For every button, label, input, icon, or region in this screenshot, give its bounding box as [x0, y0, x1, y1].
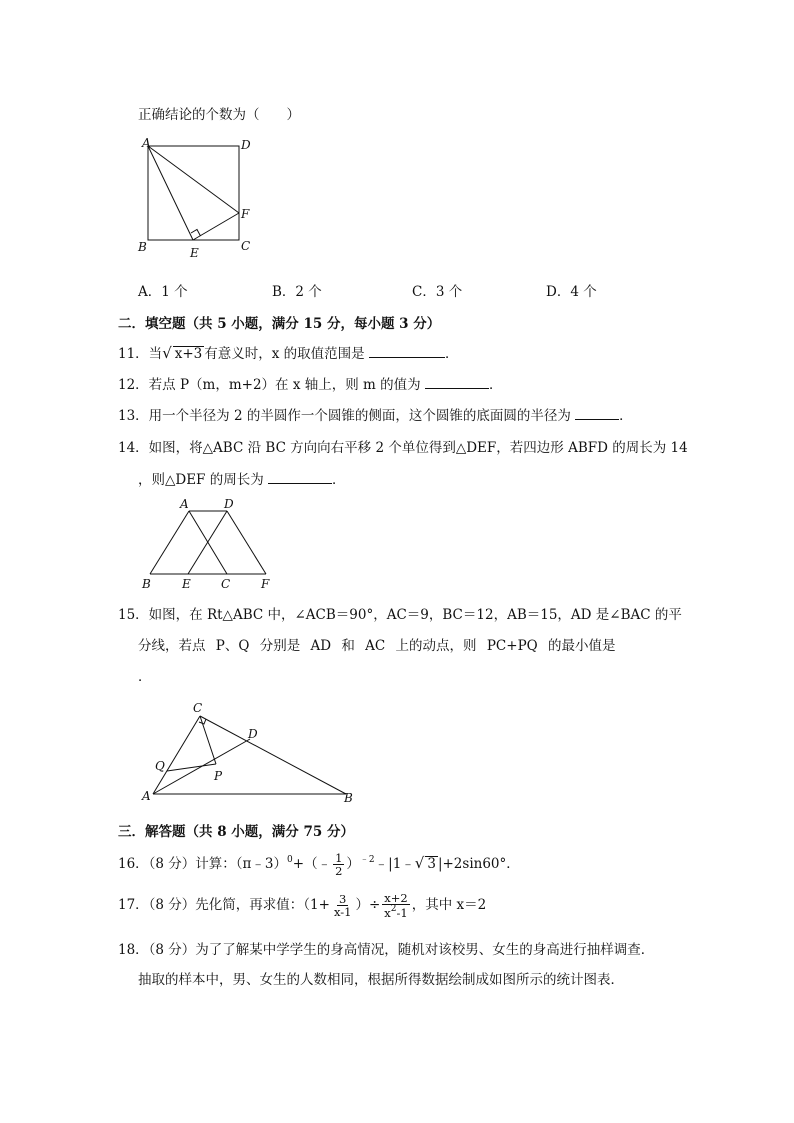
q13-end: ． — [619, 408, 633, 424]
q14-label-c: C — [221, 577, 231, 591]
q16-pre: 16．（8 分）计算：（π﹣3） — [118, 856, 288, 873]
question-15-line-3: ． — [138, 669, 152, 685]
q16-mid2: ） — [346, 856, 360, 873]
q10-label-a: A — [142, 136, 151, 150]
q10-option-a: A．1 个 — [138, 284, 188, 300]
q14-line2-text: ，则△DEF 的周长为 — [138, 472, 264, 488]
q17-f2-den-base: x — [384, 906, 391, 921]
q15-label-p: P — [214, 769, 223, 783]
q16-radicand: 3 — [427, 856, 436, 873]
q15-label-a: A — [142, 789, 151, 803]
q15-figure — [138, 698, 363, 810]
question-14-line-2 — [138, 468, 346, 488]
sqrt-sign: √ — [162, 344, 172, 362]
q14-label-a: A — [180, 497, 189, 511]
q16-frac-den: 2 — [335, 864, 343, 879]
q14-figure — [138, 496, 278, 592]
q17-f1-num: 3 — [339, 892, 347, 906]
q17-mid: ）÷ — [355, 897, 381, 914]
question-17 — [118, 892, 486, 919]
q10-option-b: B．2 个 — [272, 284, 322, 300]
q15-label-c: C — [193, 701, 203, 715]
q16-fraction — [333, 852, 344, 877]
q10-label-c: C — [241, 239, 251, 253]
q14-answer-blank[interactable] — [268, 471, 332, 484]
q16-mid3: ﹣|1﹣ — [374, 856, 415, 873]
q11-num: 11．当 — [118, 346, 163, 362]
q11-rest: 有意义时，x 的取值范围是 — [204, 346, 365, 362]
q10-label-f: F — [241, 207, 250, 221]
q14-end: ． — [332, 472, 346, 488]
q10-figure — [130, 132, 260, 262]
question-12 — [118, 373, 502, 393]
q14-label-b: B — [142, 577, 151, 591]
q16-exp-neg2: ﹣2 — [359, 855, 375, 866]
question-14-line-1: 14．如图，将△ABC 沿 BC 方向向右平移 2 个单位得到△DEF，若四边形 ABFD 的周长为 14 — [118, 440, 688, 456]
question-18-line-2: 抽取的样本中，男、女生的人数相同，根据所得数据绘制成如图所示的统计图表． — [138, 972, 624, 988]
question-15-line-1: 15．如图，在 Rt△ABC 中，∠ACB＝90°，AC＝9，BC＝12，AB＝15，AD 是∠BAC 的平 — [118, 607, 682, 623]
q10-label-d: D — [241, 138, 251, 152]
q17-f2-num: x+2 — [384, 891, 408, 905]
q15-label-b: B — [344, 791, 353, 805]
q14-label-e: E — [182, 577, 191, 591]
q17-post: ，其中 x＝2 — [411, 897, 487, 914]
q17-f2-den-rest: -1 — [396, 906, 408, 921]
question-16 — [118, 852, 520, 877]
q11-answer-blank[interactable] — [369, 345, 445, 358]
q11-radicand: x+3 — [174, 346, 203, 362]
q11-end: ． — [444, 346, 459, 362]
question-15-line-2: 分线，若点 P、Q 分别是 AD 和 AC 上的动点，则 PC+PQ 的最小值是 — [138, 638, 616, 654]
q15-label-q: Q — [155, 759, 165, 773]
q14-label-f: F — [261, 577, 270, 591]
section-2-title: 二．填空题（共 5 小题，满分 15 分，每小题 3 分） — [118, 316, 441, 332]
q13-text: 13．用一个半径为 2 的半圆作一个圆锥的侧面，这个圆锥的底面圆的半径为 — [118, 408, 571, 424]
q14-label-d: D — [224, 497, 234, 511]
q10-option-d: D．4 个 — [546, 284, 597, 300]
question-18-line-1: 18．（8 分）为了了解某中学学生的身高情况，随机对该校男、女生的身高进行抽样调查． — [118, 942, 655, 958]
q17-fraction-2 — [382, 892, 409, 919]
q12-answer-blank[interactable] — [425, 376, 489, 389]
q17-pre: 17．（8 分）先化简，再求值：（1+ — [118, 897, 330, 914]
q17-f1-den: x-1 — [333, 905, 352, 920]
q17-f2-den-exp: 2 — [390, 904, 397, 915]
q10-label-b: B — [138, 240, 147, 254]
q16-post: |+2sin60°． — [437, 856, 520, 873]
q12-text: 12．若点 P（m，m+2）在 x 轴上，则 m 的值为 — [118, 377, 421, 393]
q17-f2-den — [382, 905, 409, 919]
q10-option-c: C．3 个 — [412, 284, 463, 300]
q12-end: ． — [488, 377, 503, 393]
q16-exp-0: 0 — [287, 855, 293, 866]
question-11 — [118, 342, 458, 362]
question-13 — [118, 404, 633, 424]
q15-label-d: D — [248, 727, 258, 741]
q10-label-e: E — [190, 246, 199, 260]
q17-fraction-1 — [332, 893, 354, 918]
q16-mid1: +（﹣ — [292, 856, 332, 873]
sqrt-sign: √ — [414, 854, 425, 873]
q10-tail: 正确结论的个数为（ ） — [138, 107, 300, 123]
q13-answer-blank[interactable] — [575, 407, 619, 420]
section-3-title: 三．解答题（共 8 小题，满分 75 分） — [118, 824, 354, 840]
q16-frac-num: 1 — [335, 851, 343, 865]
